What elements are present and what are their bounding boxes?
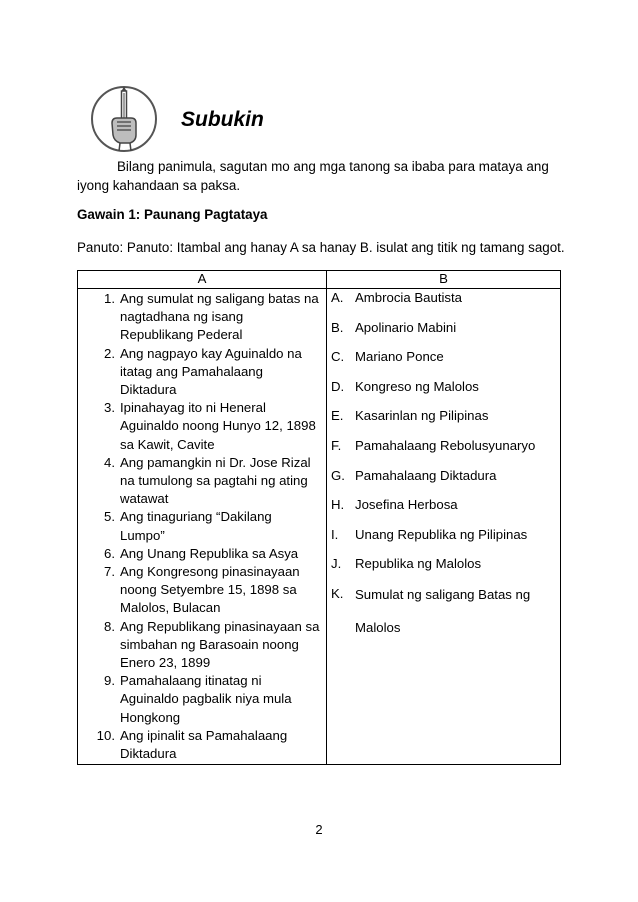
column-a-list <box>78 290 320 763</box>
matching-table <box>77 270 561 765</box>
page-number: 2 <box>315 822 323 837</box>
list-item: 6. Ang Unang Republika sa Asya <box>104 545 299 561</box>
list-item: E. Kasarinlan ng Pilipinas <box>331 408 489 424</box>
column-a-header: A <box>78 271 327 289</box>
instructions: Panuto: Panuto: Itambal ang hanay A sa hanay B. isulat ang titik ng tamang sagot. <box>77 240 565 255</box>
pencil-hand-icon <box>90 85 158 153</box>
list-item: 4. Ang pamangkin ni Dr. Jose Rizal na tumulong sa pagtahi ng ating watawat <box>104 454 311 507</box>
list-item: A. Ambrocia Bautista <box>331 290 463 305</box>
list-item: 10. Ang ipinalit sa Pamahalaang Diktadura <box>96 727 288 762</box>
page-title: Subukin <box>181 108 264 131</box>
column-b-header: B <box>327 271 561 289</box>
column-b-list <box>327 289 556 644</box>
list-item: F. Pamahalaang Rebolusyunaryo <box>331 437 536 453</box>
list-item: B. Apolinario Mabini <box>331 319 457 335</box>
list-item: K. Sumulat ng saligang Batas ng Malolos <box>331 585 531 635</box>
list-item: 5. Ang tinaguriang “Dakilang Lumpo” <box>104 509 272 543</box>
list-item: 2. Ang nagpayo kay Aguinaldo na itatag ang Pamahalaang Diktadura <box>104 345 302 398</box>
activity-heading: Gawain 1: Paunang Pagtataya <box>77 207 268 222</box>
list-item: C. Mariano Ponce <box>331 349 444 365</box>
column-b-cell <box>327 289 561 765</box>
list-item: I. Unang Republika ng Pilipinas <box>331 526 528 542</box>
list-item: 7. Ang Kongresong pinasinayaan noong Setyembre 15, 1898 sa Malolos, Bulacan <box>104 564 300 616</box>
list-item: 3. Ipinahayag ito ni Heneral Aguinaldo noong Hunyo 12, 1898 sa Kawit, Cavite <box>104 400 316 452</box>
list-item: 9. Pamahalaang itinatag ni Aguinaldo pagbalik niya mula Hongkong <box>104 673 292 725</box>
list-item: D. Kongreso ng Malolos <box>331 378 479 394</box>
list-item: 8. Ang Republikang pinasinayaan sa simbahan ng Barasoain noong Enero 23, 1899 <box>104 618 320 671</box>
list-item: J. Republika ng Malolos <box>331 556 482 572</box>
column-a-cell <box>78 289 327 765</box>
intro-paragraph: Bilang panimula, sagutan mo ang mga tanong sa ibaba para mataya ang iyong kahandaan sa paksa. <box>77 159 549 193</box>
list-item: G. Pamahalaang Diktadura <box>331 467 497 483</box>
list-item: 1. Ang sumulat ng saligang batas na nagtadhana ng isang Republikang Pederal <box>104 291 319 343</box>
list-item: H. Josefina Herbosa <box>331 497 458 513</box>
